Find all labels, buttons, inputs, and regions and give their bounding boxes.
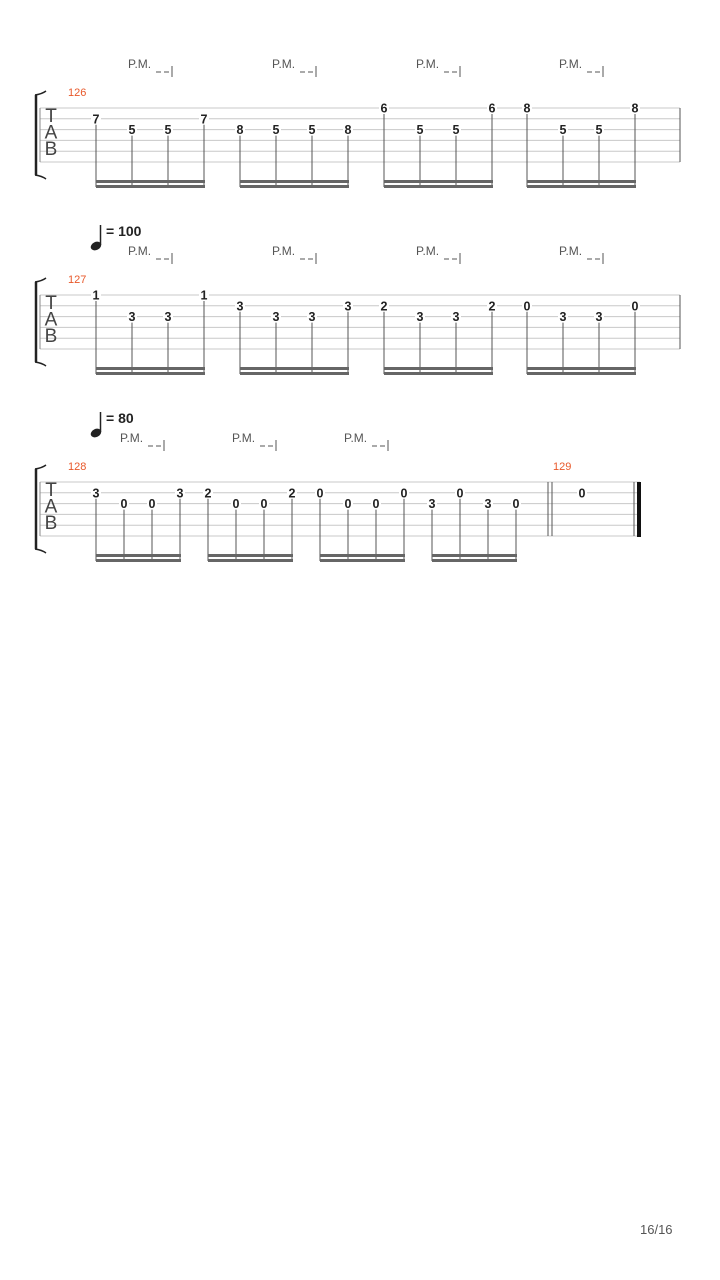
fret-number: 0: [232, 497, 240, 512]
fret-number: 3: [236, 299, 244, 314]
beam-primary: [240, 367, 349, 370]
bracket-bottom-hook: [35, 549, 46, 553]
tab-clef-letter: B: [44, 513, 58, 534]
fret-number: 0: [316, 486, 324, 501]
beam-secondary: [432, 559, 517, 562]
palm-mute-label: P.M.: [128, 57, 152, 71]
fret-number: 3: [308, 310, 316, 325]
tempo-marking: = 100: [106, 223, 142, 239]
fret-number: 3: [416, 310, 424, 325]
fret-number: 5: [452, 123, 460, 138]
beam-primary: [96, 554, 181, 557]
beam-secondary: [384, 372, 493, 375]
tab-clef-letter: T: [45, 480, 57, 501]
palm-mute-label: P.M.: [559, 57, 583, 71]
bracket-top-hook: [35, 91, 46, 95]
fret-number: 5: [308, 123, 316, 138]
tab-clef-letter: A: [44, 496, 58, 518]
measure-number: 129: [553, 461, 572, 473]
beam-primary: [384, 180, 493, 183]
page-number: 16/16: [640, 1222, 673, 1237]
fret-number: 7: [92, 112, 100, 127]
fret-number: 3: [272, 310, 280, 325]
bracket-bottom-hook: [35, 362, 46, 366]
fret-number: 0: [456, 486, 464, 501]
beam-secondary: [240, 372, 349, 375]
fret-number: 8: [631, 101, 639, 116]
beam-primary: [208, 554, 293, 557]
fret-number: 3: [176, 486, 184, 501]
fret-number: 8: [236, 123, 244, 138]
bracket-top-hook: [35, 465, 46, 469]
beam-secondary: [320, 559, 405, 562]
beam-primary: [432, 554, 517, 557]
tab-clef-letter: T: [45, 106, 57, 127]
palm-mute-label: P.M.: [416, 57, 440, 71]
beam-secondary: [208, 559, 293, 562]
fret-number: 1: [200, 288, 208, 303]
fret-number: 2: [380, 299, 388, 314]
beam-secondary: [527, 185, 636, 188]
tab-clef-letter: B: [44, 139, 58, 160]
beam-primary: [527, 180, 636, 183]
fret-number: 0: [512, 497, 520, 512]
fret-number: 0: [372, 497, 380, 512]
fret-number: 3: [344, 299, 352, 314]
fret-number: 2: [288, 486, 296, 501]
fret-number: 3: [559, 310, 567, 325]
fret-number: 3: [595, 310, 603, 325]
palm-mute-label: P.M.: [559, 244, 583, 258]
measure-number: 126: [68, 87, 87, 99]
final-barline-thick: [637, 482, 641, 537]
bracket-top-hook: [35, 278, 46, 282]
tab-clef-letter: T: [45, 293, 57, 314]
palm-mute-label: P.M.: [344, 431, 368, 445]
measure-number: 127: [68, 274, 87, 286]
beam-secondary: [527, 372, 636, 375]
beam-primary: [320, 554, 405, 557]
fret-number: 5: [416, 123, 424, 138]
fret-number: 5: [272, 123, 280, 138]
fret-number: 3: [128, 310, 136, 325]
beam-secondary: [240, 185, 349, 188]
beam-primary: [96, 180, 205, 183]
fret-number: 8: [523, 101, 531, 116]
fret-number: 7: [200, 112, 208, 127]
fret-number: 0: [631, 299, 639, 314]
fret-number: 0: [578, 486, 586, 501]
fret-number: 6: [488, 101, 496, 116]
beam-primary: [527, 367, 636, 370]
fret-number: 0: [344, 497, 352, 512]
fret-number: 2: [488, 299, 496, 314]
palm-mute-label: P.M.: [416, 244, 440, 258]
palm-mute-label: P.M.: [272, 57, 296, 71]
measure-number: 128: [68, 461, 87, 473]
beam-primary: [384, 367, 493, 370]
fret-number: 3: [428, 497, 436, 512]
beam-secondary: [96, 559, 181, 562]
fret-number: 2: [204, 486, 212, 501]
fret-number: 5: [128, 123, 136, 138]
palm-mute-label: P.M.: [232, 431, 256, 445]
beam-primary: [240, 180, 349, 183]
fret-number: 5: [164, 123, 172, 138]
fret-number: 5: [559, 123, 567, 138]
bracket-bottom-hook: [35, 175, 46, 179]
tab-clef-letter: A: [44, 309, 58, 331]
fret-number: 8: [344, 123, 352, 138]
fret-number: 0: [400, 486, 408, 501]
fret-number: 3: [484, 497, 492, 512]
fret-number: 3: [452, 310, 460, 325]
fret-number: 3: [164, 310, 172, 325]
tab-clef-letter: A: [44, 122, 58, 144]
fret-number: 0: [120, 497, 128, 512]
tempo-marking: = 80: [106, 410, 134, 426]
beam-secondary: [384, 185, 493, 188]
beam-secondary: [96, 372, 205, 375]
fret-number: 3: [92, 486, 100, 501]
fret-number: 1: [92, 288, 100, 303]
fret-number: 0: [260, 497, 268, 512]
palm-mute-label: P.M.: [120, 431, 144, 445]
fret-number: 0: [148, 497, 156, 512]
fret-number: 0: [523, 299, 531, 314]
fret-number: 5: [595, 123, 603, 138]
palm-mute-label: P.M.: [272, 244, 296, 258]
palm-mute-label: P.M.: [128, 244, 152, 258]
beam-primary: [96, 367, 205, 370]
tab-clef-letter: B: [44, 326, 58, 347]
beam-secondary: [96, 185, 205, 188]
fret-number: 6: [380, 101, 388, 116]
